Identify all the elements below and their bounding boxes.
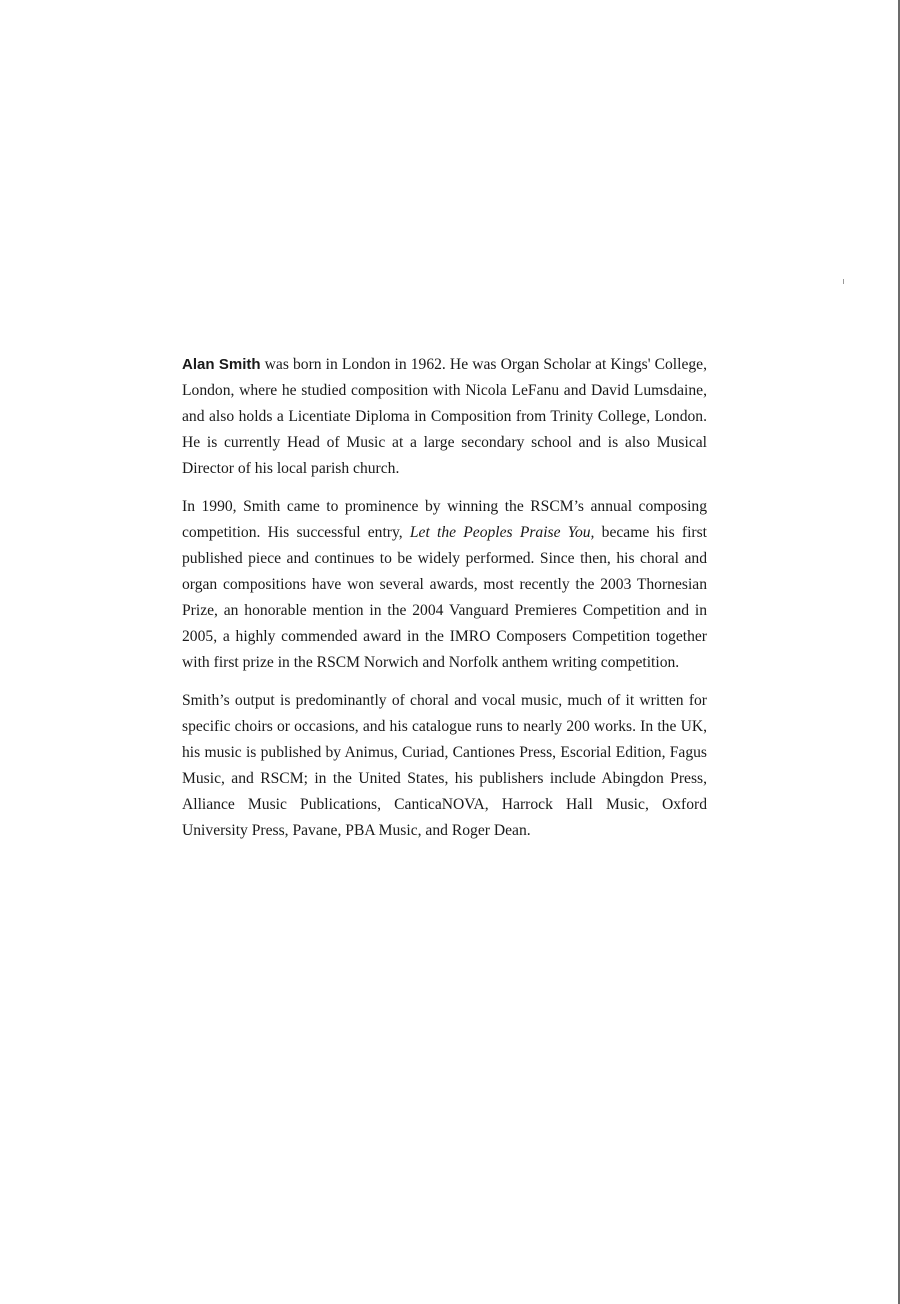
bio-paragraph-2-text-after: became his first published piece and continues to be widely performed. Since then, his choral and organ compositions have won several awards, most recently the 2003 Thornesian Prize, an honorable mention in the 2004 Vanguard Premieres Competition and in 2005, a highly commended award in the IMRO Composers Competition together with first prize in the RSCM Norwich and Norfolk anthem writing competition. bbox=[182, 524, 707, 671]
bio-paragraph-2-text-before: In 1990, Smith came to prominence by winning the RSCM’s annual composing competition. His successful entry, bbox=[182, 498, 707, 541]
margin-mark bbox=[843, 279, 844, 284]
bio-paragraph-3-text: Smith’s output is predominantly of choral and vocal music, much of it written for specific choirs or occasions, and his catalogue runs to nearly 200 works. In the UK, his music is published by Animus, Curiad, Cantiones Press, Escorial Edition, Fagus Music, and RSCM; in the United States, his publishers include Abingdon Press, Alliance Music Publications, CanticaNOVA, Harrock Hall Music, Oxford University Press, Pavane, PBA Music, and Roger Dean. bbox=[182, 692, 707, 839]
composer-name: Alan Smith bbox=[182, 356, 261, 373]
bio-paragraph-1 bbox=[182, 352, 707, 482]
bio-paragraph-2 bbox=[182, 494, 707, 676]
bio-paragraph-3 bbox=[182, 688, 707, 844]
composer-biography bbox=[182, 352, 707, 856]
work-title: Let the Peoples Praise You, bbox=[409, 524, 595, 541]
bio-paragraph-1-text: was born in London in 1962. He was Organ Scholar at Kings' College, London, where he studied composition with Nicola LeFanu and David Lumsdaine, and also holds a Licentiate Diploma in Composition from Trinity College, London. He is currently Head of Music at a large secondary school and is also Musical Director of his local parish church. bbox=[182, 356, 708, 477]
